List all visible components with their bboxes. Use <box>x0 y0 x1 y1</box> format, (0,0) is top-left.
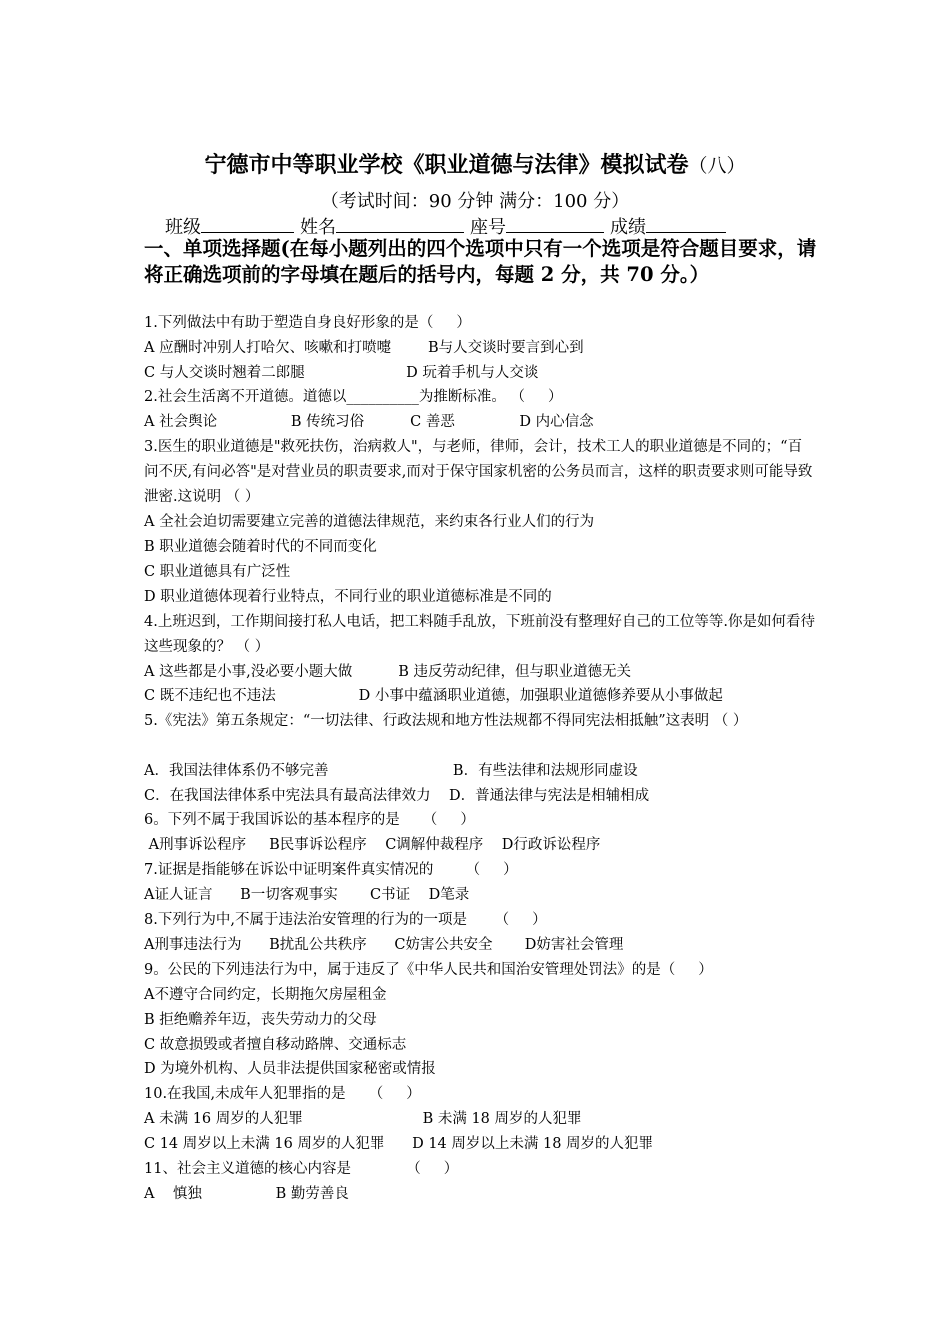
class-blank[interactable] <box>201 214 294 233</box>
seat-label: 座号 <box>470 217 506 238</box>
question-8-options: A刑事违法行为 B扰乱公共秩序 C妨害公共安全 D妨害社会管理 <box>144 937 624 953</box>
question-10-options-ab: A 未满 16 周岁的人犯罪 B 未满 18 周岁的人犯罪 <box>144 1111 582 1127</box>
question-7-options: A证人证言 B一切客观事实 C书证 D笔录 <box>144 887 470 903</box>
question-3-option-d: D 职业道德体现着行业特点，不同行业的职业道德标准是不同的 <box>144 589 552 605</box>
question-4: 4.上班迟到，工作期间接打私人电话，把工料随手乱放，下班前没有整理好自己的工位等等.你是如何看待这些现象的？ （ ） <box>144 614 815 655</box>
question-1-options-ab: A 应酬时冲别人打哈欠、咳嗽和打喷嚏 B与人交谈时要言到心到 <box>144 340 584 356</box>
question-3: 3.医生的职业道德是"救死扶伤，治病救人"，与老师，律师，会计，技术工人的职业道德是不同的；“百问不厌,有问必答"是对营业员的职责要求,而对于保守国家机密的公务员而言，这样的职责要求则可能导致泄密.这说明 （ ） <box>144 439 813 505</box>
question-1: 1.下列做法中有助于塑造自身良好形象的是（ ） <box>144 315 471 331</box>
question-1-options-cd: C 与人交谈时翘着二郎腿 D 玩着手机与人交谈 <box>144 365 539 381</box>
question-3-option-a: A 全社会迫切需要建立完善的道德法律规范，来约束各行业人们的行为 <box>144 514 595 530</box>
question-6: 6。下列不属于我国诉讼的基本程序的是 （ ） <box>144 812 475 828</box>
question-4-options-ab: A 这些都是小事,没必要小题大做 B 违反劳动纪律，但与职业道德无关 <box>144 664 632 680</box>
class-label: 班级 <box>165 217 201 238</box>
name-blank[interactable] <box>336 214 464 233</box>
question-8: 8.下列行为中,不属于违法治安管理的行为的一项是 （ ） <box>144 912 547 928</box>
question-9-option-b: B 拒绝赡养年迈，丧失劳动力的父母 <box>144 1012 377 1028</box>
question-5: 5.《宪法》第五条规定：“一切法律、行政法规和地方性法规都不得同宪法相抵触”这表明 （ ） <box>144 713 748 729</box>
question-5-options-cd: C．在我国法律体系中宪法具有最高法律效力 D．普通法律与宪法是相辅相成 <box>144 788 650 804</box>
question-2: 2.社会生活离不开道德。道德以__________为推断标准。 （ ） <box>144 389 563 405</box>
question-7: 7.证据是指能够在诉讼中证明案件真实情况的 （ ） <box>144 862 518 878</box>
seat-blank[interactable] <box>506 214 604 233</box>
question-9-option-a: A不遵守合同约定，长期拖欠房屋租金 <box>144 987 387 1003</box>
question-10: 10.在我国,未成年人犯罪指的是 （ ） <box>144 1086 421 1102</box>
exam-title-main: 宁德市中等职业学校《职业道德与法律》模拟试卷 <box>204 152 689 178</box>
name-label: 姓名 <box>300 217 336 238</box>
question-6-options: A刑事诉讼程序 B民事诉讼程序 C调解仲裁程序 D行政诉讼程序 <box>144 837 601 853</box>
question-9-option-d: D 为境外机构、人员非法提供国家秘密或情报 <box>144 1061 436 1077</box>
question-10-options-cd: C 14 周岁以上未满 16 周岁的人犯罪 D 14 周岁以上未满 18 周岁的人犯罪 <box>144 1136 654 1152</box>
question-3-option-b: B 职业道德会随着时代的不同而变化 <box>144 539 377 555</box>
question-3-option-c: C 职业道德具有广泛性 <box>144 564 291 580</box>
score-blank[interactable] <box>646 214 726 233</box>
exam-duration-score: （考试时间：90 分钟 满分：100 分） <box>320 191 630 212</box>
question-9-option-c: C 故意损毁或者擅自移动路牌、交通标志 <box>144 1037 407 1053</box>
question-2-options: A 社会舆论 B 传统习俗 C 善恶 D 内心信念 <box>144 414 594 430</box>
section-heading: 一、单项选择题(在每小题列出的四个选项中只有一个选项是符合题目要求，请将正确选项前的字母填在题后的括号内，每题 2 分，共 70 分。） <box>144 237 817 286</box>
question-11-options: A 慎独 B 勤劳善良 <box>144 1186 349 1202</box>
question-11: 11、社会主义道德的核心内容是 （ ） <box>144 1161 459 1177</box>
exam-title-number: （八） <box>688 155 746 177</box>
exam-title <box>120 148 830 179</box>
score-label: 成绩 <box>610 217 646 238</box>
question-9: 9。公民的下列违法行为中，属于违反了《中华人民共和国治安管理处罚法》的是（ ） <box>144 962 713 978</box>
question-5-options-ab: A．我国法律体系仍不够完善 B．有些法律和法规形同虚设 <box>144 763 638 779</box>
question-4-options-cd: C 既不违纪也不违法 D 小事中蕴涵职业道德，加强职业道德修养要从小事做起 <box>144 688 723 704</box>
